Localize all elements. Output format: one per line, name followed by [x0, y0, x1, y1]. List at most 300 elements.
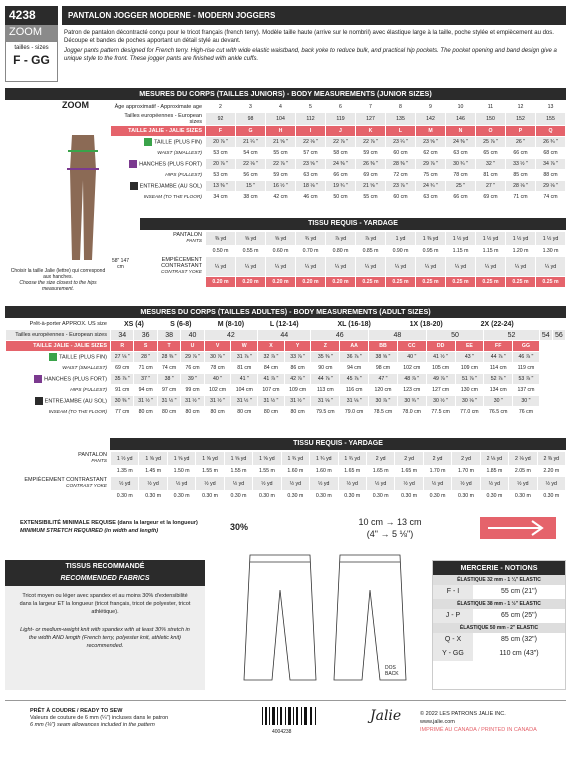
description-en: Jogger pants pattern designed for French terry. High-rise cut with wide elastic waistband, back yoke to reduce bulk, and practical hip pockets. The pocket opening and band design give a unique style to the front. These jogger pants are finished with ankle cuffs. [64, 48, 557, 62]
row-label: HANCHES (PLUS FORT) [6, 374, 111, 385]
pattern-number: 4238 [5, 6, 58, 25]
cell: 66 cm [506, 148, 536, 159]
cell: V [204, 341, 231, 352]
cell: ½ yd [509, 477, 537, 491]
cell: 21 ⅝ " [356, 181, 386, 192]
cell: 0.20 m [206, 277, 236, 288]
cell: T [157, 341, 180, 352]
cell: 1 ½ yd [476, 232, 506, 246]
row-label: WAIST (SMALLEST) [111, 148, 206, 159]
cell: 33 ⅞ " [284, 352, 311, 363]
cell: 69 cm [111, 363, 134, 374]
cell: 74 cm [157, 363, 180, 374]
cell: 109 cm [455, 363, 484, 374]
cell: 44 ⅞ " [484, 352, 513, 363]
cell: 36 [134, 330, 157, 341]
cell: 22 ⅞ " [326, 137, 356, 148]
cell: ⅝ yd [236, 232, 266, 246]
cell: ½ yd [196, 477, 224, 491]
cell: 76 cm [181, 363, 204, 374]
cell: BB [369, 341, 398, 352]
size-range-box [5, 41, 58, 82]
cell: ½ yd [480, 477, 508, 491]
cell: 1 ¾ yd [310, 452, 338, 466]
cell: 63 cm [296, 170, 326, 181]
cell: ¼ yd [536, 257, 566, 277]
elastic-1-range: F - I [433, 585, 473, 599]
cell: ½ yd [423, 477, 451, 491]
cell: 134 cm [484, 385, 513, 396]
size-note-fr: Choisir la taille Jalie (lettre) qui correspond aux hanches. [10, 268, 106, 280]
cell: 0.30 m [338, 491, 366, 502]
cell: 27 " [476, 181, 506, 192]
table-row [6, 374, 566, 385]
row-label: ENTREJAMBE (AU SOL) [6, 396, 111, 407]
cell: 0.20 m [266, 277, 296, 288]
cell: ¼ yd [476, 257, 506, 277]
row-label: HANCHES (PLUS FORT) [111, 159, 206, 170]
cell: Z [311, 341, 340, 352]
cell: 69 cm [356, 170, 386, 181]
cell: 116 cm [340, 385, 369, 396]
cell: 15 " [236, 181, 266, 192]
cell: 30 ⅞ " [204, 352, 231, 363]
table-row [6, 407, 566, 418]
cell: 41 ½ " [426, 352, 455, 363]
cell: ½ yd [139, 477, 167, 491]
cell: 79.0 cm [340, 407, 369, 418]
cell: 130 cm [455, 385, 484, 396]
description-fr: Patron de pantalon décontracté conçu pour le tricot français (french terry). Modèle taille haute (arrive sur le nombril) avec élastique large à la taille, poche stylée et empiècement au dos. Découpe et bandes de poches apportant un détail stylé au devant. [64, 30, 554, 44]
sizes-label: tailles - sizes [14, 45, 49, 51]
elastic-3-range-2: Y - GG [433, 647, 473, 661]
row-label: HIPS (FULLEST) [6, 385, 111, 396]
cell: Y [284, 341, 311, 352]
cell: 2 yd [395, 452, 423, 466]
cell: 57 cm [296, 148, 326, 159]
cell: 31 ⅞ " [231, 352, 258, 363]
cell: I [296, 126, 326, 137]
cell: 109 cm [284, 385, 311, 396]
cell: 0.25 m [506, 277, 536, 288]
cell: 18 ⅛ " [296, 181, 326, 192]
cell: 53 ⅞ " [513, 374, 540, 385]
cell: 21 ¼ " [236, 137, 266, 148]
fabrics-fr: Tricot moyen ou léger avec spandex et au moins 30% d'extensibilité dans la largeur ET la longueur (tricot français, tricot de polyester, tricot athlétique). [19, 593, 191, 615]
zoom-label: ZOOM [5, 25, 58, 41]
cell: 0.85 m [356, 246, 386, 257]
cell: 2 [206, 102, 236, 113]
cell: 99 cm [181, 385, 204, 396]
adult-title: MESURES DU CORPS (TAILLES ADULTES) - BODY MEASUREMENTS (ADULT SIZES) [5, 306, 566, 318]
cell: 85 cm [506, 170, 536, 181]
cell: ¼ yd [206, 257, 236, 277]
cell: 76 cm [513, 407, 540, 418]
cell: 107 cm [258, 385, 285, 396]
cell: 2X (22-24) [455, 319, 539, 330]
table-row [6, 452, 566, 466]
cell: 1.60 m [310, 466, 338, 477]
cell: 20 ⅞ " [206, 137, 236, 148]
cell: 30 ½ " [426, 396, 455, 407]
footer-divider [5, 700, 566, 701]
row-label [6, 466, 111, 477]
row-label: ENTREJAMBE (AU SOL) [111, 181, 206, 192]
cell: 102 cm [397, 363, 426, 374]
table-row [111, 170, 566, 181]
cell: 1 ⅝ yd [224, 452, 252, 466]
stretch-label-en: MINIMUM STRETCH REQUIRED (in width and length) [20, 528, 159, 534]
cell: 78.0 cm [397, 407, 426, 418]
cell: 2.20 m [537, 466, 565, 477]
website: www.jalie.com [420, 719, 455, 725]
cell: 142 [416, 113, 446, 126]
cell: 9 [416, 102, 446, 113]
cell: 28 ⅜ " [157, 352, 180, 363]
cell: 0.30 m [509, 491, 537, 502]
cell: 39 " [181, 374, 204, 385]
cell: 29 ⅞ " [181, 352, 204, 363]
row-label [141, 277, 206, 288]
table-row [111, 181, 566, 192]
cell: 80 cm [231, 407, 258, 418]
cell: 0.30 m [111, 491, 139, 502]
cell: 52 ⅞ " [484, 374, 513, 385]
cell: EE [455, 341, 484, 352]
cell: 2 ⅛ yd [480, 452, 508, 466]
cell: 59 cm [356, 148, 386, 159]
cell: 20 ⅞ " [206, 159, 236, 170]
cell: 84 cm [258, 363, 285, 374]
cell: 26 " [506, 137, 536, 148]
cell: 123 cm [397, 385, 426, 396]
cell: 1.65 m [338, 466, 366, 477]
cell: S [134, 341, 157, 352]
cell: 0.30 m [224, 491, 252, 502]
barcode-number: 4004238 [272, 729, 292, 735]
cell: 0.30 m [480, 491, 508, 502]
cell: 1 ¾ yd [281, 452, 309, 466]
fabric-width: 58" 147 cm [111, 258, 130, 270]
cell: 24 ⅜ " [326, 159, 356, 170]
cell: 1 ⅝ yd [253, 452, 281, 466]
cell: 22 ⅞ " [356, 137, 386, 148]
arrow-right-icon [480, 517, 556, 539]
cell: 35 ⅜ " [311, 352, 340, 363]
cell: 0.30 m [167, 491, 195, 502]
cell: 0.80 m [326, 246, 356, 257]
cell: 26 ⅜ " [356, 159, 386, 170]
cell: 0.70 m [296, 246, 326, 257]
adult-yardage-title: TISSU REQUIS - YARDAGE [110, 438, 566, 450]
cell: 31 ½ " [157, 396, 180, 407]
cell: 31 ½ " [134, 396, 157, 407]
cell: 54 [539, 330, 552, 341]
cell: 78 cm [204, 363, 231, 374]
fabrics-en: Light- or medium-weight knit with spandex with at least 30% stretch in the width AND length (French terry, polyester knit, athletic knit) recommended. [20, 627, 190, 649]
row-label: TAILLE JALIE - JALIE SIZES [111, 126, 206, 137]
cell: 1.55 m [253, 466, 281, 477]
cell: 48 [369, 330, 427, 341]
junior-yardage-table [140, 231, 566, 288]
row-label: EMPIÈCEMENT CONTRASTANT CONTRAST YOKE [141, 257, 206, 277]
cell: 28 ⅜ " [386, 159, 416, 170]
cell: 34 ⅞ " [536, 159, 566, 170]
cell: 104 cm [231, 385, 258, 396]
cell: 55 cm [356, 192, 386, 203]
cell: 75 cm [416, 170, 446, 181]
table-row [6, 363, 566, 374]
elastic-3-range-1: Q - X [433, 633, 473, 647]
cell: 31 ½ " [284, 396, 311, 407]
cell: ⅞ yd [356, 232, 386, 246]
cell: 0.30 m [423, 491, 451, 502]
cell: 1 ½ yd [111, 452, 139, 466]
cell: 42 ⅞ " [284, 374, 311, 385]
cell: 1.30 m [536, 246, 566, 257]
elastic-3: ÉLASTIQUE 50 mm - 2" ELASTIC [433, 623, 565, 633]
cell: 11 [476, 102, 506, 113]
seam-en: 6 mm (¼") seam allowances included in the pattern [30, 722, 155, 728]
table-row [6, 396, 566, 407]
cell: 80 cm [134, 407, 157, 418]
cell: ½ yd [253, 477, 281, 491]
cell: 40 " [397, 352, 426, 363]
cell: 60 cm [386, 192, 416, 203]
cell: 1.60 m [281, 466, 309, 477]
elastic-1: ÉLASTIQUE 32 mm - 1 ¼" ELASTIC [433, 575, 565, 585]
cell: ¼ yd [446, 257, 476, 277]
cell: 0.20 m [296, 277, 326, 288]
stretch-arrow [480, 517, 556, 539]
cell: 1.70 m [423, 466, 451, 477]
footer-copyright [420, 710, 565, 734]
cell: 78 cm [446, 170, 476, 181]
cell: 1 yd [386, 232, 416, 246]
body-silhouette-icon [62, 130, 107, 270]
cell: 1 ⅜ yd [416, 232, 446, 246]
cell: 30 " [513, 396, 540, 407]
cell: 114 cm [484, 363, 513, 374]
cell: U [181, 341, 204, 352]
cell: 1.15 m [446, 246, 476, 257]
cell: 0.25 m [356, 277, 386, 288]
cell: 72 cm [386, 170, 416, 181]
elastic-3-value-1: 85 cm (32") [501, 636, 537, 643]
cell: 46 ⅞ " [513, 352, 540, 363]
cell: ⅝ yd [266, 232, 296, 246]
cell: 1 ¾ yd [338, 452, 366, 466]
table-row [6, 330, 566, 341]
table-row [141, 277, 566, 288]
cell: 0.25 m [476, 277, 506, 288]
junior-yardage-title: TISSU REQUIS - YARDAGE [140, 218, 566, 230]
cell: 10 [446, 102, 476, 113]
row-label: Tailles européennes - European sizes [111, 113, 206, 126]
elastic-3-value-2: 110 cm (43") [499, 650, 539, 657]
cell: 0.30 m [310, 491, 338, 502]
cell: 63 cm [446, 148, 476, 159]
cell: 4 [266, 102, 296, 113]
cell: 24 ¾ " [416, 181, 446, 192]
cell: 49 ⅞ " [426, 374, 455, 385]
description [64, 29, 564, 63]
cell: 7 [356, 102, 386, 113]
cell: 77 cm [111, 407, 134, 418]
row-label: Âge approximatif - Approximate age [111, 102, 206, 113]
pattern-title: PANTALON JOGGER MODERNE - MODERN JOGGERS [62, 6, 566, 25]
cell: 33 ½ " [506, 159, 536, 170]
cell: 50 cm [326, 192, 356, 203]
cell: 60 cm [386, 148, 416, 159]
cell: 1 ⅝ yd [139, 452, 167, 466]
cell: 38 cm [236, 192, 266, 203]
size-note-en: Choose the size closest to the hips measurement. [19, 280, 97, 292]
cell: ½ yd [167, 477, 195, 491]
cell: 34 [111, 330, 134, 341]
cell: 0.25 m [536, 277, 566, 288]
cell: 1.65 m [366, 466, 394, 477]
table-row [111, 137, 566, 148]
row-label: Tailles européennes - European sizes [6, 330, 111, 341]
cell: 21 ⅝ " [266, 137, 296, 148]
row-label: EMPIÈCEMENT CONTRASTANT CONTRAST YOKE [6, 477, 111, 491]
cell: 30 ⅞ " [369, 396, 398, 407]
table-row [111, 192, 566, 203]
cell: 1X (18-20) [397, 319, 455, 330]
cell: 23 ⅝ " [416, 137, 446, 148]
adult-table [5, 318, 566, 418]
cell: 88 cm [536, 170, 566, 181]
junior-table [110, 101, 566, 203]
cell: 53 cm [206, 148, 236, 159]
cell: 0.30 m [196, 491, 224, 502]
cell: X [258, 341, 285, 352]
row-label [6, 491, 111, 502]
cell: 97 cm [157, 385, 180, 396]
cell: 63 cm [416, 192, 446, 203]
cell: 119 [326, 113, 356, 126]
cell: 62 cm [416, 148, 446, 159]
cell: 1.35 m [111, 466, 139, 477]
cell: L [386, 126, 416, 137]
cell: 80 cm [181, 407, 204, 418]
fabrics-title [5, 560, 205, 586]
cell: 54 cm [236, 148, 266, 159]
cell: ¼ yd [386, 257, 416, 277]
elastic-2-range: J - P [433, 609, 473, 623]
cell: 47 " [369, 374, 398, 385]
stretch-in: (4" → 5 ⅛") [366, 529, 414, 539]
cell: 0.55 m [236, 246, 266, 257]
cell: J [326, 126, 356, 137]
cell: 46 [311, 330, 369, 341]
cell: 1.20 m [506, 246, 536, 257]
cell: 1.15 m [476, 246, 506, 257]
cell: 23 ¼ " [386, 137, 416, 148]
cell: AA [340, 341, 369, 352]
cell: GG [513, 341, 540, 352]
row-label [141, 246, 206, 257]
cell: R [111, 341, 134, 352]
cell: FF [484, 341, 513, 352]
fabrics-title-fr: TISSUS RECOMMANDÉ [65, 563, 145, 570]
cell: 3 [236, 102, 266, 113]
cell: 32 ⅞ " [258, 352, 285, 363]
table-row [111, 126, 566, 137]
cell: 66 cm [326, 170, 356, 181]
cell: 76.5 cm [484, 407, 513, 418]
cell: 0.20 m [236, 277, 266, 288]
cell: 19 ¾ " [326, 181, 356, 192]
cell: Q [536, 126, 566, 137]
cell: 112 [296, 113, 326, 126]
cell: 0.30 m [253, 491, 281, 502]
cell: ½ yd [395, 477, 423, 491]
cell: 13 ⅜ " [206, 181, 236, 192]
cell: W [231, 341, 258, 352]
table-row [111, 113, 566, 126]
cell: 78.5 cm [369, 407, 398, 418]
cell: CC [397, 341, 426, 352]
cell: 30 ⅛ " [455, 396, 484, 407]
cell: ⅜ yd [206, 232, 236, 246]
cell: 81 cm [231, 363, 258, 374]
cell: G [236, 126, 266, 137]
cell: N [446, 126, 476, 137]
row-label: INSEAM (TO THE FLOOR) [6, 407, 111, 418]
cell: 79.5 cm [311, 407, 340, 418]
cell: 0.20 m [326, 277, 356, 288]
cell: 55 cm [266, 148, 296, 159]
cell: 68 cm [536, 148, 566, 159]
cell: 92 [206, 113, 236, 126]
cell: 2 yd [366, 452, 394, 466]
seam-fr: Valeurs de couture de 6 mm (¼") incluses dans le patron [30, 715, 169, 721]
cell: 28 " [134, 352, 157, 363]
cell: ½ yd [338, 477, 366, 491]
cell: 91 cm [111, 385, 134, 396]
cell: 13 [536, 102, 566, 113]
cell: 80 cm [157, 407, 180, 418]
cell: 29 ⅛ " [536, 181, 566, 192]
cell: 80 cm [258, 407, 285, 418]
cell: H [266, 126, 296, 137]
cell: 30 ¾ " [446, 159, 476, 170]
cell: P [506, 126, 536, 137]
cell: 1 ⅝ yd [196, 452, 224, 466]
cell: ½ yd [537, 477, 565, 491]
cell: 45 ⅞ " [340, 374, 369, 385]
fabrics-box [5, 560, 205, 690]
cell: 90 cm [311, 363, 340, 374]
notions-box [432, 560, 566, 690]
stretch-value: 30% [230, 522, 249, 532]
cell: ½ yd [281, 477, 309, 491]
table-row [111, 102, 566, 113]
cell: F [206, 126, 236, 137]
cell: 43 " [455, 352, 484, 363]
cell: ¾ yd [296, 232, 326, 246]
cell: ¼ yd [356, 257, 386, 277]
cell: 0.30 m [366, 491, 394, 502]
cell: 30 " [484, 396, 513, 407]
table-row [141, 257, 566, 277]
cell: 59 cm [266, 170, 296, 181]
junior-title: MESURES DU CORPS (TAILLES JUNIORS) - BODY MEASUREMENTS (JUNIOR SIZES) [5, 88, 566, 100]
cell: 127 [356, 113, 386, 126]
cell: 34 cm [206, 192, 236, 203]
